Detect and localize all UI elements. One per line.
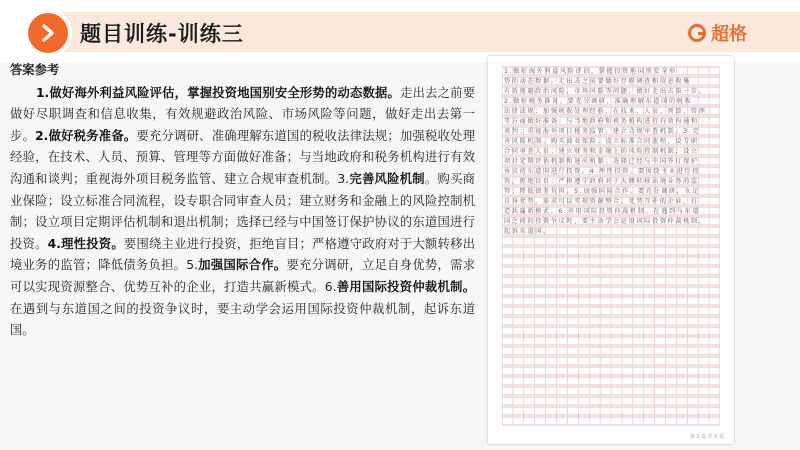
handwriting-line: 协议的东道国进行投资。4.理性投资。要围绕主业进行投 (504, 167, 701, 175)
handwriting-line: 善风险机制。购买商业保险；设立标准合同流程，设专职 (504, 137, 699, 145)
brand-logo (688, 21, 747, 45)
brand-name: 超格 (711, 24, 747, 45)
answer-point-heading: 完善风险机制 (349, 171, 425, 186)
answer-point-heading: 善用国际投资仲裁机制。 (336, 279, 475, 294)
header (0, 0, 800, 62)
chevron-right-icon (38, 23, 58, 43)
handwriting-line: 合同审查人员；建立财务和金融上的风险控制机制；设立 (504, 147, 699, 155)
answer-text: 在遇到与东道国之间的投资争议时，要主动学会运用国际投资仲裁机制，起诉东道国。 (10, 301, 475, 338)
handwriting-line: 法律法规；加强税收处理经验，在技术、人员、预算、管理 (504, 107, 707, 115)
handwriting-line: 1.做好海外利益风险评估，掌握投资地国别安全形 (504, 67, 677, 75)
page-title: 题目训练-训练三 (80, 22, 244, 46)
answer-text: 走出去之前要做好尽职调查和信息收集，有效规避政治风险、市场风险等问题，做好走出去第一步。 (10, 85, 475, 143)
handwriting-line: 管；降低债务负担。5.加强国际合作。要充分调研，立足 (504, 187, 701, 195)
g-circle-icon (688, 24, 706, 42)
answer-point-heading: 加强国际合作。 (198, 258, 287, 273)
answer-text: 要充分调研、准确理解东道国的税收法律法规；加强税收处理经验，在技术、人员、预算、管理等方面做好准备；与当地政府和税务机构进行有效沟通和谈判；重视海外项目税务监管、建立合规审查机制。 (10, 128, 475, 186)
handwriting-line: 自身优势，需求可以实现资源整合、优势互补的企业，打 (504, 197, 699, 205)
play-badge (28, 13, 68, 53)
writing-grid (502, 66, 720, 426)
handwriting-line: 2.做好税务准备。要充分调研、准确理解东道国的税收 (504, 97, 693, 105)
handwriting-line: 势的动态数据。走出去之前要做好尽职调查和信息收集 (504, 77, 691, 85)
answer-text: 要充分调研，立足自身优势，需求可以实现资源整合、优势互补的企业，打造共赢新模式。6. (10, 258, 475, 294)
handwriting-line: 造共赢新模式。6.善用国际投资仲裁机制。在遇到与东道 (504, 207, 701, 215)
sheet-page-number: 第 1 页 共 1 页 (689, 434, 724, 440)
answer-point-heading: 2.做好税务准备。 (35, 128, 137, 143)
handwriting-line: 有效规避政治风险、市场风险等问题，做好走出去第一步。 (504, 87, 707, 95)
handwriting-line: 国之间的投资争议时，要主动学会运用国际投资仲裁机制， (504, 217, 707, 225)
answer-sheet-image (488, 56, 734, 444)
answer-text: 。购买商业保险；设立标准合同流程，设专职合同审查人员；建立财务和金融上的风险控制机制；设立项目定期评估机制和退出机制；选择已经与中国签订保护协议的东道国进行投资。 (10, 171, 475, 251)
answer-section (10, 60, 475, 342)
handwriting-line: 起诉东道国。 (504, 227, 551, 235)
answer-label: 答案参考 (10, 63, 60, 77)
handwriting-line: 等方面做好准备；与当地政府和税务机构进行有效沟通和 (504, 117, 699, 125)
answer-text: 要围绕主业进行投资，拒绝盲目；严格遵守政府对于大额转移出境业务的监管；降低债务负担。5. (10, 236, 475, 273)
handwriting-line: 谈判；重视海外项目税务监管，建立合规审查机制。3.完 (504, 127, 701, 135)
handwriting-line: 资，拒绝盲目；严格遵守政府对于大额转移出境业务的监 (504, 177, 699, 185)
answer-point-heading: 4.理性投资。 (47, 236, 124, 251)
answer-body (10, 83, 475, 342)
answer-point-heading: 1.做好海外利益风险评估，掌握投资地国别安全形势的动态数据。 (36, 85, 401, 100)
handwriting-line: 项目定期评估机制和退出机制；选择已经与中国签订保护 (504, 157, 699, 165)
answer-text: 3. (337, 171, 350, 186)
